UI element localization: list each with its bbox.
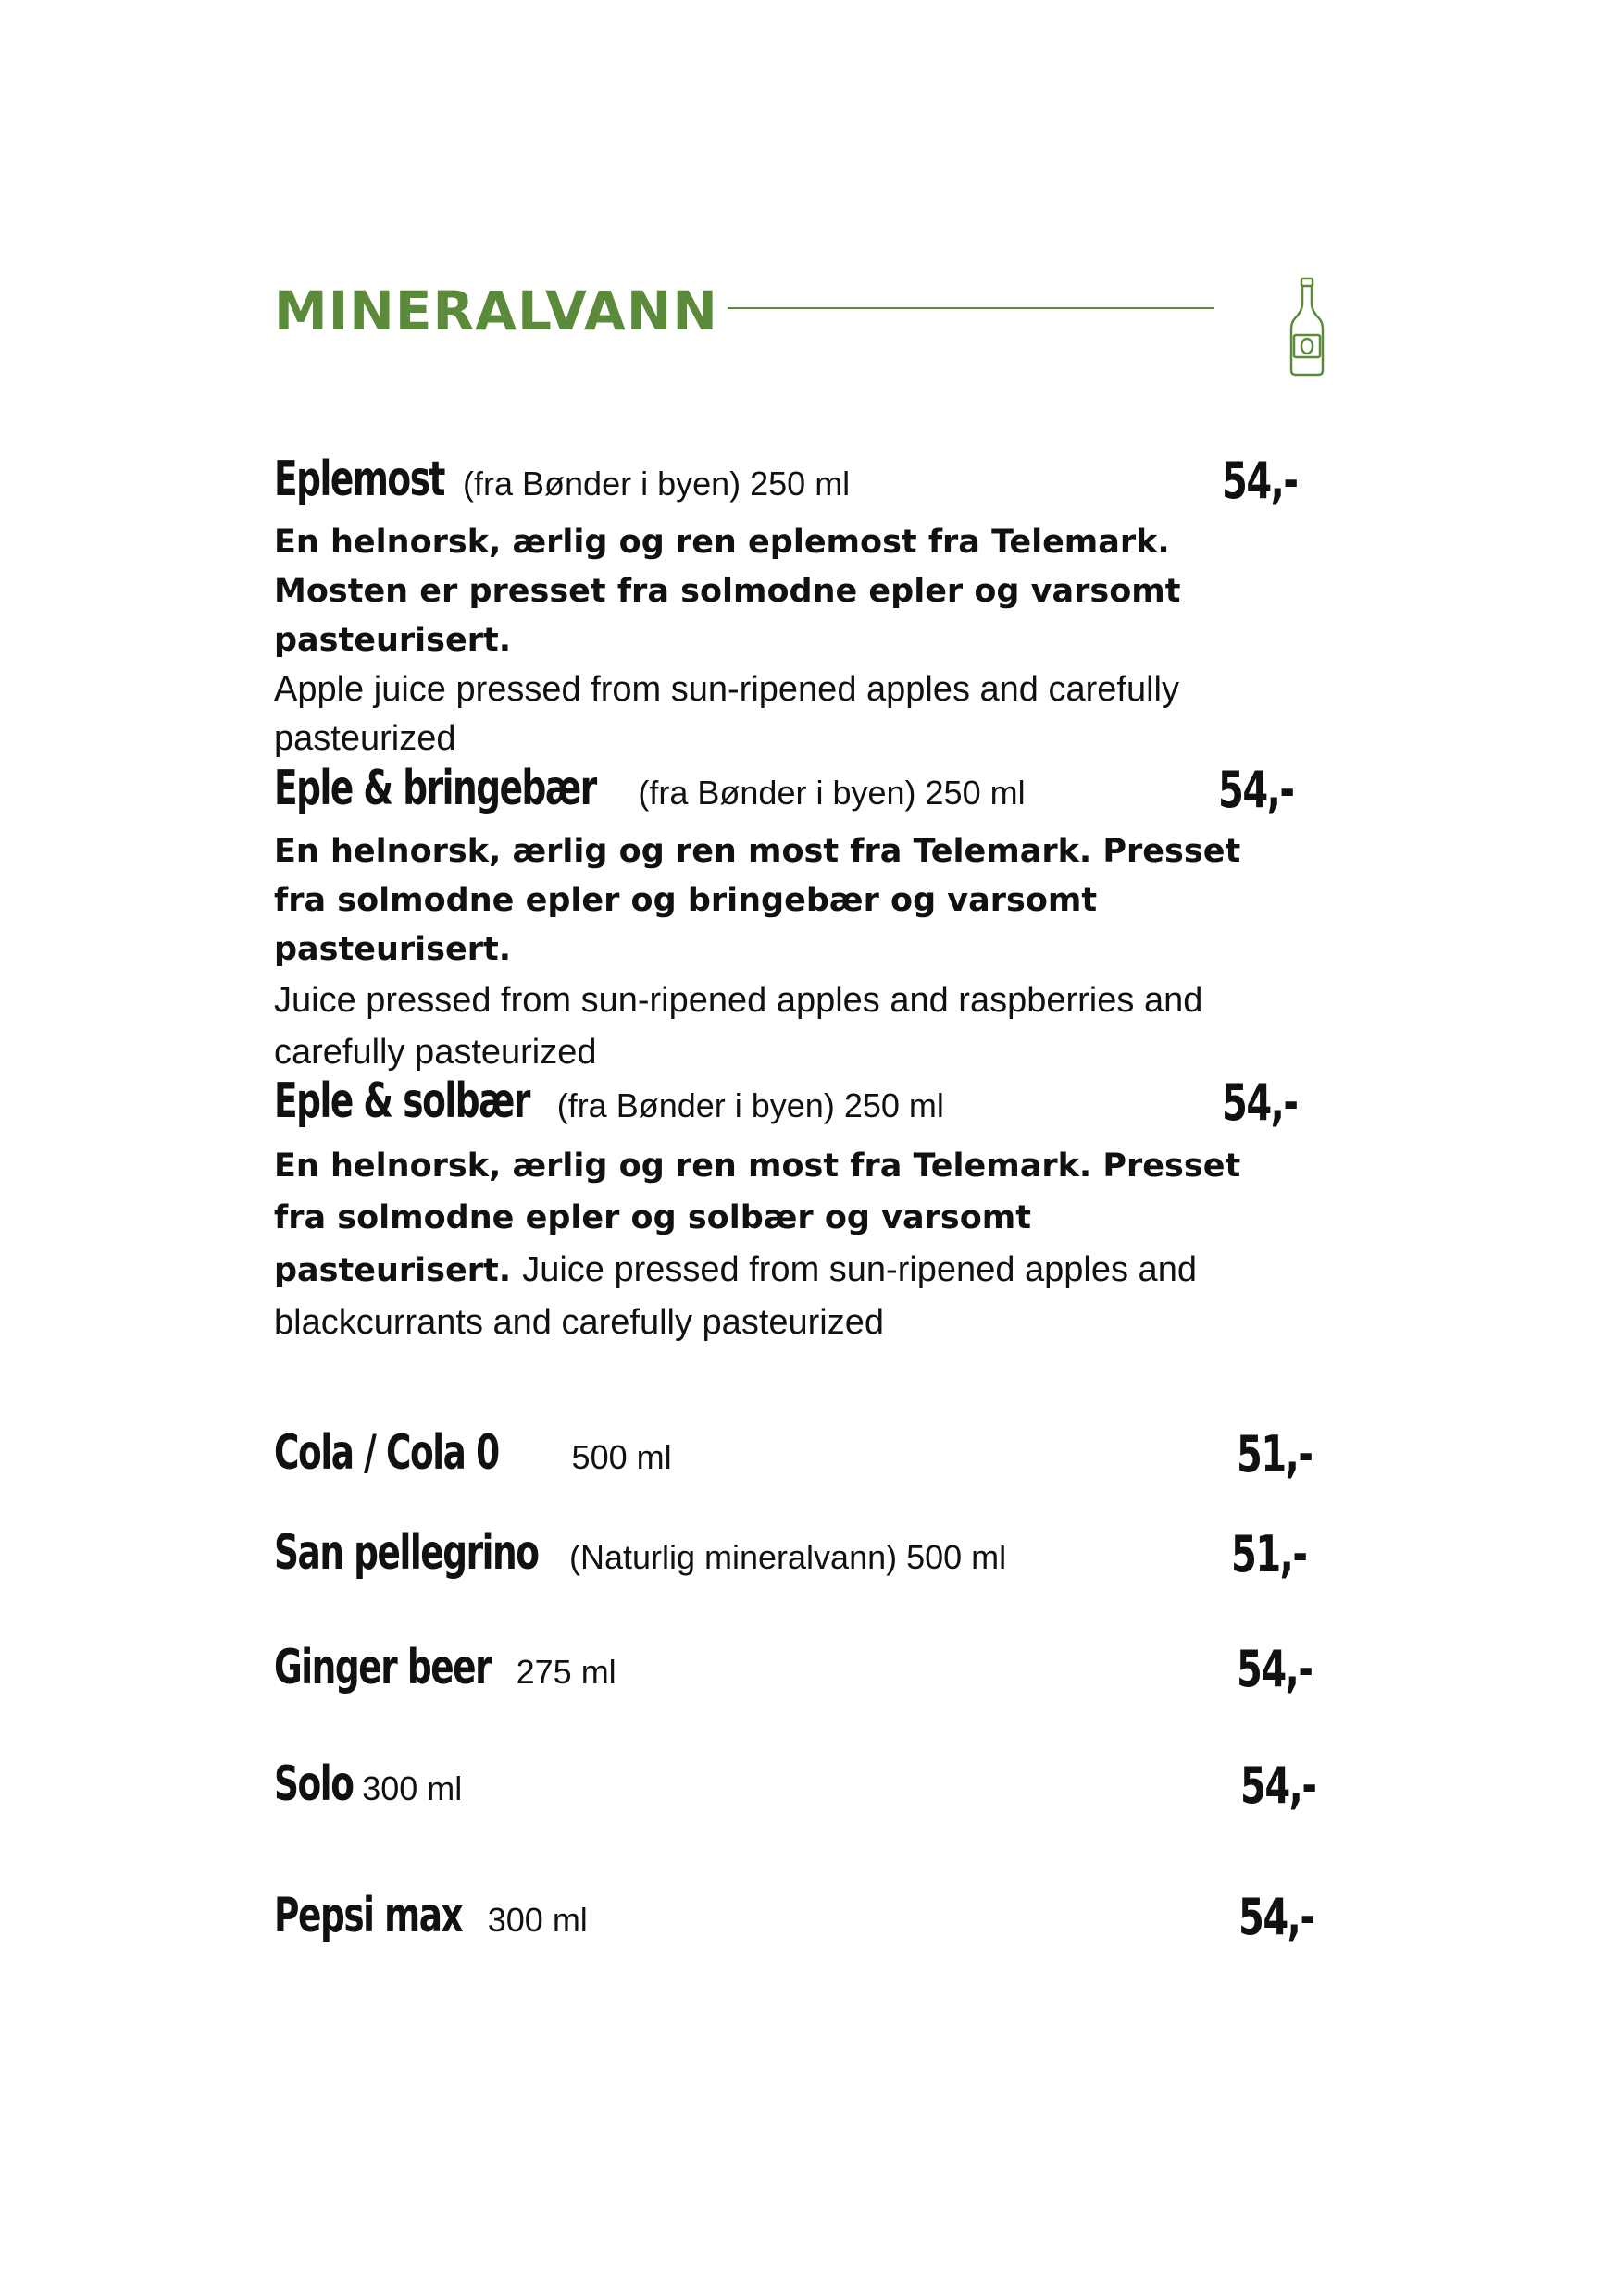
item-price: 54,- — [1222, 452, 1298, 510]
menu-item-pepsi-max — [274, 1888, 1320, 1955]
item-header — [274, 452, 1320, 518]
item-price: 54,- — [1238, 1888, 1314, 1946]
item-detail: (Naturlig mineralvann) 500 ml — [568, 1538, 1007, 1576]
item-detail: 275 ml — [516, 1653, 616, 1691]
item-header — [274, 1525, 1320, 1592]
item-detail: (fra Bønder i byen) 250 ml — [556, 1086, 944, 1124]
item-price: 51,- — [1237, 1425, 1313, 1483]
menu-item-san-pellegrino — [274, 1525, 1320, 1592]
item-price: 54,- — [1218, 761, 1294, 819]
item-header — [274, 1640, 1320, 1706]
menu-item-eple-bringebaer — [274, 761, 1320, 1078]
item-header — [274, 1756, 1320, 1823]
item-description-no: En helnorsk, ærlig og ren most fra Telemark. Presset fra solmodne epler og solbær og varsomt pasteurisert. — [274, 1148, 1241, 1289]
item-description — [274, 1140, 1264, 1349]
item-detail: 300 ml — [487, 1901, 588, 1939]
item-name: Eple & bringebær — [274, 761, 596, 816]
menu-item-eple-solbaer — [274, 1074, 1320, 1349]
item-detail: (fra Bønder i byen) 250 ml — [638, 774, 1026, 812]
item-header — [274, 1888, 1320, 1955]
item-header — [274, 761, 1320, 827]
item-description-no: En helnorsk, ærlig og ren most fra Telemark. Presset fra solmodne epler og bringebær og varsomt pasteurisert. — [274, 833, 1241, 968]
item-name: Cola / Cola 0 — [274, 1425, 499, 1481]
menu-item-cola — [274, 1425, 1320, 1492]
item-description-en: Juice pressed from sun-ripened apples and blackcurrants and carefully pasteurized — [274, 1250, 1197, 1342]
item-detail: 300 ml — [362, 1769, 463, 1807]
item-name: San pellegrino — [274, 1525, 539, 1581]
item-name: Eplemost — [274, 452, 445, 507]
item-name: Eple & solbær — [274, 1074, 529, 1129]
item-price: 54,- — [1240, 1756, 1316, 1815]
section-title: MINERALVANN — [274, 279, 718, 342]
item-header — [274, 1425, 1320, 1492]
menu-item-eplemost — [274, 452, 1320, 763]
item-header — [274, 1074, 1320, 1140]
item-price: 51,- — [1231, 1525, 1307, 1583]
title-divider — [728, 307, 1214, 309]
menu-item-ginger-beer — [274, 1640, 1320, 1706]
item-description-no: En helnorsk, ærlig og ren eplemost fra Telemark. Mosten er presset fra solmodne epler og varsomt pasteurisert. — [274, 524, 1181, 659]
item-description-en: Apple juice pressed from sun-ripened apples and carefully pasteurized — [274, 670, 1179, 758]
item-price: 54,- — [1222, 1074, 1298, 1132]
item-detail: (fra Bønder i byen) 250 ml — [463, 465, 851, 503]
menu-item-solo — [274, 1756, 1320, 1823]
item-detail: 500 ml — [571, 1438, 672, 1476]
bottle-icon — [1288, 276, 1326, 378]
item-price: 54,- — [1237, 1640, 1313, 1698]
item-description-en: Juice pressed from sun-ripened apples and raspberries and carefully pasteurized — [274, 981, 1203, 1072]
item-name: Pepsi max — [274, 1888, 463, 1943]
item-name: Solo — [274, 1756, 354, 1812]
item-name: Ginger beer — [274, 1640, 492, 1695]
